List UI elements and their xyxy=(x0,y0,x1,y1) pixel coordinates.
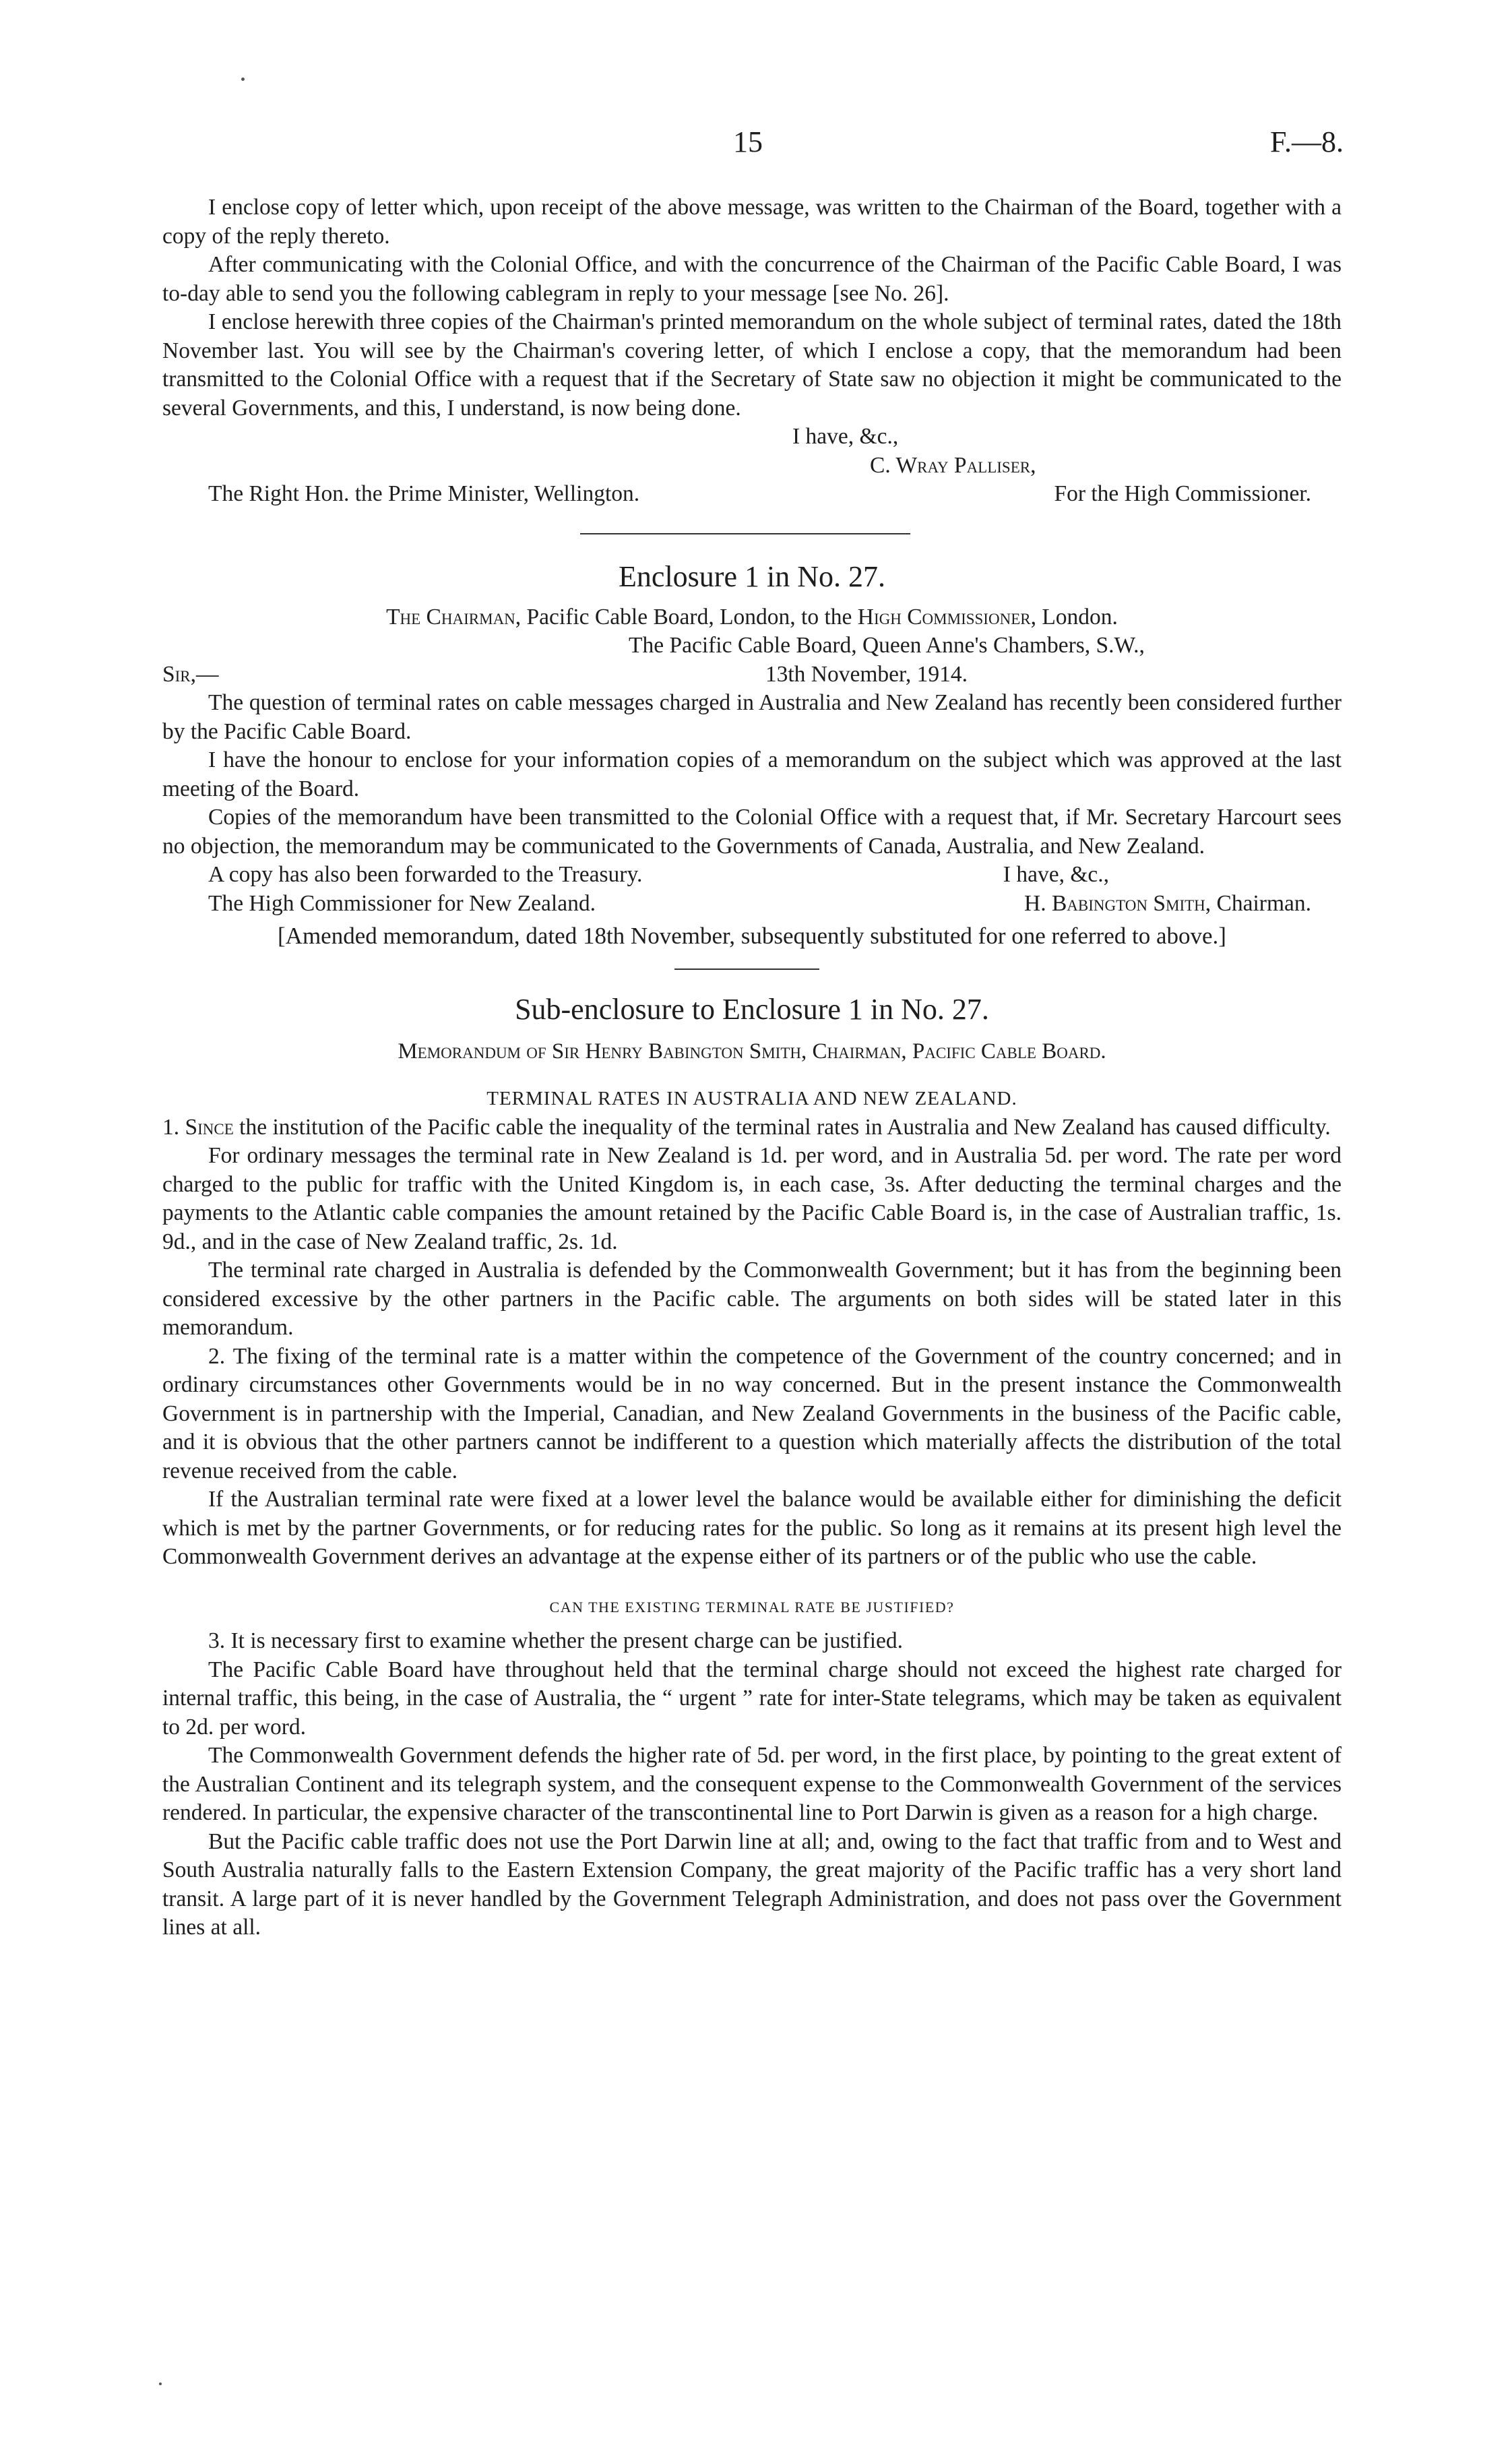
paragraph-number: 1. xyxy=(162,1114,185,1140)
salutation: Sir,— xyxy=(162,661,219,687)
enclosure-closing: I have, &c., xyxy=(1003,862,1109,887)
paragraph-text: the institution of the Pacific cable the inequality of the terminal rates in Australia and New Zealand has caused difficulty. xyxy=(233,1114,1331,1140)
document-reference: F.—8. xyxy=(1270,125,1344,158)
signatory-name: C. Wray Palliser, xyxy=(870,452,1036,478)
signatory-title: For the High Commissioner. xyxy=(1054,481,1311,506)
enclosure-paragraph: Copies of the memorandum have been transmitted to the Colonial Office with a request that, if Mr. Secretary Harcourt sees no objection, the memorandum may be communicated to the Governments of Canada, Australia, and New Zealand. xyxy=(162,805,1342,859)
sub-enclosure-title: Sub-enclosure to Enclosure 1 in No. 27. xyxy=(515,992,989,1026)
letter-paragraph: After communicating with the Colonial Office, and with the concurrence of the Chairman of the Pacific Cable Board, I was to-day able to send you the following cablegram in reply to your message [see No. 26]. xyxy=(162,252,1342,306)
letter-signoff-row xyxy=(162,480,1342,509)
page-content xyxy=(162,193,1342,1942)
enclosure-title: Enclosure 1 in No. 27. xyxy=(619,559,885,593)
to-high-commissioner: High Commissioner, xyxy=(857,604,1036,629)
enclosure-signatory: H. Babington Smith, xyxy=(1024,890,1211,916)
page-number: 15 xyxy=(733,125,763,158)
enclosure-signatory-title: Chairman. xyxy=(1211,890,1311,916)
enclosure-signoff-row xyxy=(162,890,1342,919)
letter-closing: I have, &c., xyxy=(792,424,899,449)
enclosure-addressee: The High Commissioner for New Zealand. xyxy=(208,890,596,916)
speck-mark xyxy=(241,78,245,81)
amendment-note: [Amended memorandum, dated 18th November, subsequently substituted for one referred to above.] xyxy=(278,923,1226,949)
memo-paragraph: 2. The fixing of the terminal rate is a matter within the competence of the Government of the country concerned; and in ordinary circumstances other Governments would be in no way concerned. But in the present instance the Commonwealth Government is in partnership with the Imperial, Canadian, and New Zealand Governments in the business of the Pacific cable, and it is obvious that the other partners cannot be indifferent to a question which materially affects the distribution of the total revenue received from the cable. xyxy=(162,1343,1342,1483)
enclosure-address: The Pacific Cable Board, Queen Anne's Chambers, S.W., xyxy=(629,633,1145,658)
memo-paragraph: If the Australian terminal rate were fixed at a lower level the balance would be available either for diminishing the deficit which is met by the partner Governments, or for reducing rates for the public. So long as it remains at its present high level the Commonwealth Government derives an advantage at the expense either of its partners or of the public who use the cable. xyxy=(162,1487,1342,1569)
salutation-row xyxy=(162,660,1342,689)
enclosure-paragraph: I have the honour to enclose for your information copies of a memorandum on the subject which was approved at the last meeting of the Board. xyxy=(162,747,1342,801)
memo-paragraph: But the Pacific cable traffic does not use the Port Darwin line at all; and, owing to the fact that traffic from and to West and South Australia naturally falls to the Eastern Extension Company, the great majority of the Pacific traffic has a very short land transit. A large part of it is never handled by the Government Telegraph Administration, and does not pass over the Government lines at all. xyxy=(162,1828,1342,1940)
section-heading: TERMINAL RATES IN AUSTRALIA AND NEW ZEALAND. xyxy=(486,1088,1017,1109)
letter-addressee: The Right Hon. the Prime Minister, Wellington. xyxy=(208,481,640,506)
paragraph-lead-word: Since xyxy=(185,1114,234,1140)
enclosure-from-to xyxy=(162,603,1342,632)
letter-paragraph: I enclose copy of letter which, upon receipt of the above message, was written to the Chairman of the Board, together with a copy of the reply thereto. xyxy=(162,195,1342,249)
from-to-text: Pacific Cable Board, London, to the xyxy=(521,604,858,629)
letter-paragraph: I enclose herewith three copies of the Chairman's printed memorandum on the whole subject of terminal rates, dated the 18th November last. You will see by the Chairman's covering letter, of which I enclose a copy, that the memorandum had been transmitted to the Colonial Office with a request that if the Secretary of State saw no objection it might be communicated to the several Governments, and this, I understand, is now being done. xyxy=(162,309,1342,421)
memo-paragraph: For ordinary messages the terminal rate in New Zealand is 1d. per word, and in Australia 5d. per word. The rate per word charged to the public for traffic with the United Kingdom is, in each case, 3s. After deducting the terminal charges and the payments to the Atlantic cable companies the amount retained by the Pacific Cable Board is, in the case of Australian traffic, 1s. 9d., and in the case of New Zealand traffic, 2s. 1d. xyxy=(162,1143,1342,1254)
speck-mark xyxy=(159,2382,162,2385)
letter-signatory xyxy=(162,452,1342,481)
memo-paragraph: The Commonwealth Government defends the higher rate of 5d. per word, in the first place, by pointing to the great extent of the Australian Continent and its telegraph system, and the consequent expense to the Commonwealth Government of the services rendered. In particular, the expensive character of the transcontinental line to Port Darwin is given as a reason for a high charge. xyxy=(162,1743,1342,1825)
enclosure-signature xyxy=(1024,890,1311,919)
enclosure-paragraph: The question of terminal rates on cable messages charged in Australia and New Zealand has recently been considered further by the Pacific Cable Board. xyxy=(162,690,1342,744)
memo-paragraph: The Pacific Cable Board have throughout held that the terminal charge should not exceed the highest rate charged for internal traffic, this being, in the case of Australia, the “ urgent ” rate for inter-State telegrams, which may be taken as equivalent to 2d. per word. xyxy=(162,1657,1342,1740)
memo-paragraph: The terminal rate charged in Australia is defended by the Commonwealth Government; but it has from the beginning been considered excessive by the other partners in the Pacific cable. The arguments on both sides will be stated later in this memorandum. xyxy=(162,1258,1342,1340)
memorandum-heading: Memorandum of Sir Henry Babington Smith, Chairman, Pacific Cable Board. xyxy=(398,1039,1106,1064)
enclosure-date: 13th November, 1914. xyxy=(765,661,968,687)
from-chairman: The Chairman, xyxy=(386,604,522,629)
from-to-end: London. xyxy=(1036,604,1118,629)
memo-paragraph: 3. It is necessary first to examine whether the present charge can be justified. xyxy=(208,1628,903,1653)
enclosure-closing-row xyxy=(162,861,1342,890)
enclosure-treasury-line: A copy has also been forwarded to the Treasury. xyxy=(208,862,643,887)
memo-paragraph xyxy=(162,1113,1342,1142)
section-heading: CAN THE EXISTING TERMINAL RATE BE JUSTIFIED? xyxy=(549,1598,955,1616)
